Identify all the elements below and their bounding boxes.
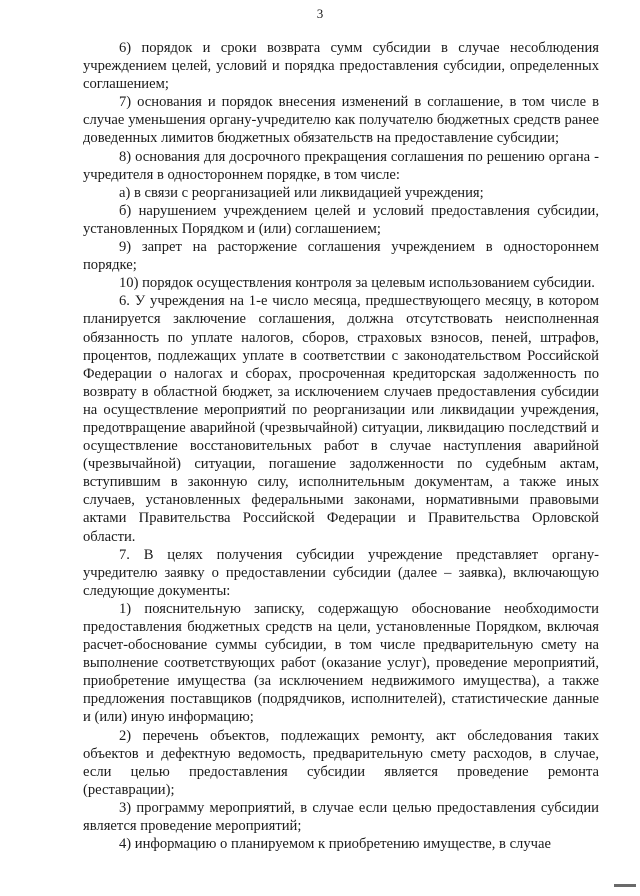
- document-item-2: 2) перечень объектов, подлежащих ремонту, акт обследования таких объектов и дефектную ведомость, предварительную смету расходов, в случае, если целью предоставления субсидии является проведение ремонта (реставрации);: [83, 727, 599, 798]
- scan-mark: [614, 884, 636, 887]
- paragraph-subitem-a: а) в связи с реорганизацией или ликвидацией учреждения;: [119, 184, 484, 201]
- document-body: [83, 39, 599, 853]
- clause-7: 7. В целях получения субсидии учреждение представляет органу-учредителю заявку о предоставлении субсидии (далее – заявка), включающую следующие документы:: [83, 546, 599, 599]
- document-item-1: 1) пояснительную записку, содержащую обоснование необходимости предоставления бюджетных средств на цели, установленные Порядком, включая расчет-обоснование суммы субсидии, в том числе предварительную смету на выполнение соответствующих работ (оказание услуг), проведение мероприятий, приобретение имущества (за исключением недвижимого имущества), а также предложения поставщиков (подрядчиков, исполнителей), статистические данные и (или) иную информацию;: [83, 600, 599, 726]
- paragraph-item-10: 10) порядок осуществления контроля за целевым использованием субсидии.: [119, 275, 595, 292]
- page-number: 3: [316, 6, 324, 21]
- document-item-3: 3) программу мероприятий, в случае если целью предоставления субсидии является проведение мероприятий;: [83, 799, 599, 835]
- clause-6: 6. У учреждения на 1-е число месяца, предшествующего месяцу, в котором планируется заключение соглашения, должна отсутствовать неисполненная обязанность по уплате налогов, сборов, страховых взносов, пеней, штрафов, процентов, подлежащих уплате в соответствии с законодательством Российской Федерации о налогах и сборах, просроченная кредиторская задолженность по возврату в областной бюджет, за исключением случаев предоставления субсидии на осуществление мероприятий по реорганизации или ликвидации учреждения, предотвращение аварийной (чрезвычайной) ситуации, ликвидацию последствий и осуществление восстановительных работ в случае наступления аварийной (чрезвычайной) ситуации, погашение задолженности по судебным актам, вступившим в законную силу, исполнительным документам, а также иных случаев, установленных федеральными законами, нормативными правовыми актами Правительства Российской Федерации и Правительства Орловской области.: [83, 293, 599, 545]
- paragraph-item-8: 8) основания для досрочного прекращения соглашения по решению органа - учредителя в одностороннем порядке, в том числе:: [83, 148, 599, 183]
- paragraph-subitem-b: б) нарушением учреждением целей и условий предоставления субсидии, установленных Порядком и (или) соглашением;: [83, 202, 599, 237]
- paragraph-item-6: 6) порядок и сроки возврата сумм субсидии в случае несоблюдения учреждением целей, условий и порядка предоставления субсидии, определенных соглашением;: [83, 40, 599, 93]
- paragraph-item-9: 9) запрет на расторжение соглашения учреждением в одностороннем порядке;: [83, 239, 599, 274]
- document-item-4: 4) информацию о планируемом к приобретению имуществе, в случае: [119, 836, 551, 853]
- paragraph-item-7: 7) основания и порядок внесения изменений в соглашение, в том числе в случае уменьшения органу-учредителю как получателю бюджетных средств ранее доведенных лимитов бюджетных обязательств на предоставление субсидии;: [83, 94, 599, 147]
